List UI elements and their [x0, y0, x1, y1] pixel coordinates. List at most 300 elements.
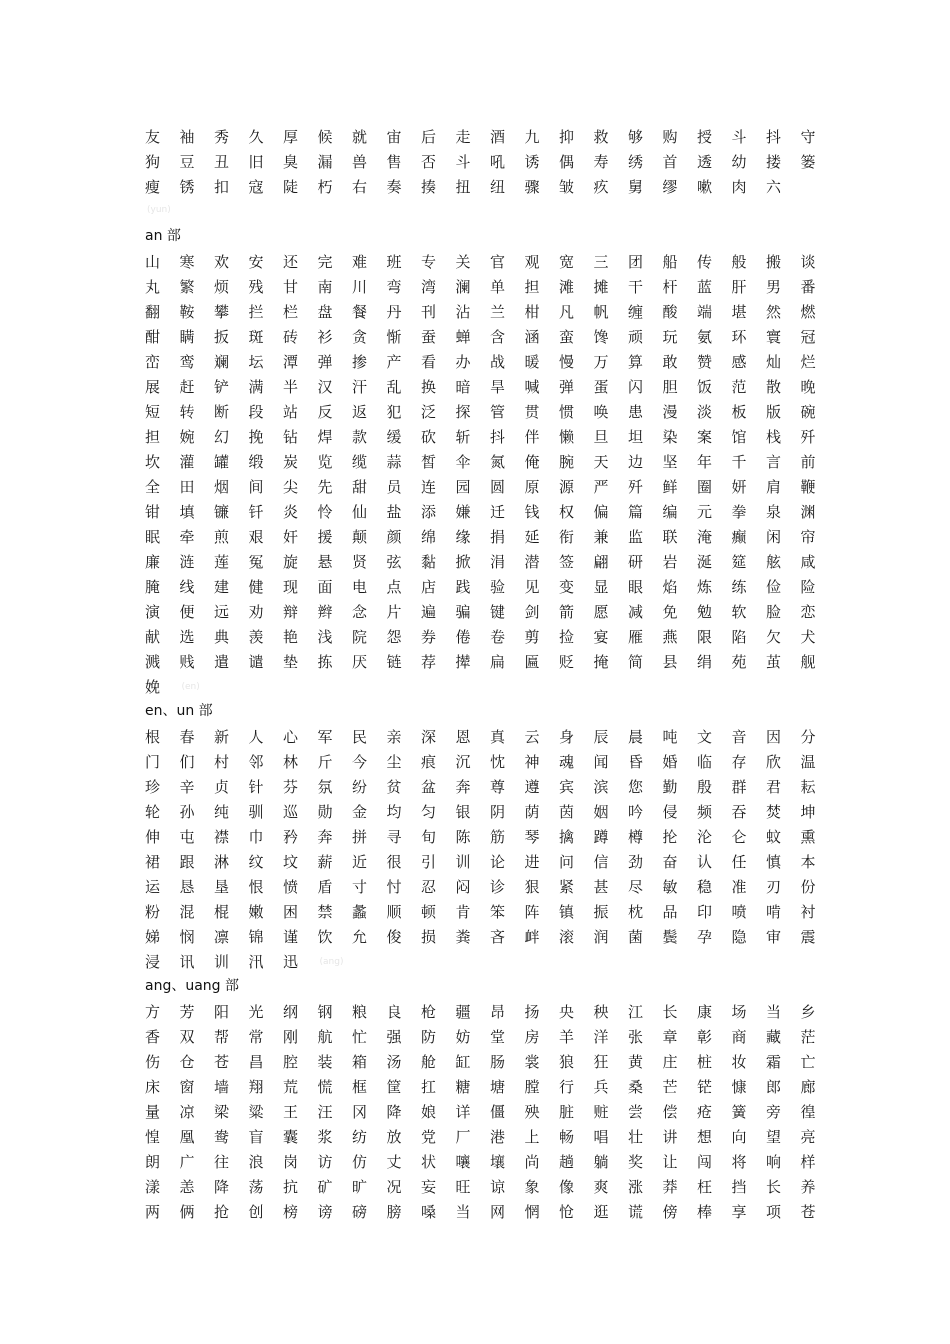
character: 桑 [628, 1078, 644, 1096]
character: 仑 [731, 828, 747, 846]
character: 眼 [628, 578, 644, 596]
character: 茧 [766, 653, 782, 671]
character: 央 [559, 1003, 575, 1021]
character: 验 [490, 578, 506, 596]
character: 后 [421, 128, 437, 146]
character: 衬 [800, 903, 816, 921]
character: 混 [179, 903, 195, 921]
character: 糖 [455, 1078, 471, 1096]
character: 胆 [662, 378, 678, 396]
character: 片 [386, 603, 402, 621]
character: 当 [455, 1203, 471, 1221]
character: 简 [628, 653, 644, 671]
character: 窗 [179, 1078, 195, 1096]
character-row [145, 499, 825, 524]
character: 枪 [421, 1003, 437, 1021]
character: 点 [386, 578, 402, 596]
character: 汉 [317, 378, 333, 396]
character: 拦 [248, 303, 264, 321]
character: 箱 [352, 1053, 368, 1071]
character: 绣 [628, 153, 644, 171]
character: 候 [317, 128, 333, 146]
section-heading: en、un 部 [145, 703, 213, 719]
character: 蛮 [559, 328, 575, 346]
character: 艰 [248, 528, 264, 546]
character: 研 [628, 553, 644, 571]
character: 汪 [317, 1103, 333, 1121]
character: 掺 [352, 353, 368, 371]
character: 站 [283, 403, 299, 421]
character: 冤 [248, 553, 264, 571]
character: 状 [421, 1153, 437, 1171]
character-row [145, 449, 825, 474]
character: 滩 [559, 278, 575, 296]
character: 塘 [490, 1078, 506, 1096]
character: 纲 [283, 1003, 299, 1021]
character: 创 [248, 1203, 264, 1221]
character: 鲜 [662, 478, 678, 496]
character: 骤 [524, 178, 540, 196]
character: 久 [248, 128, 264, 146]
character: 面 [317, 578, 333, 596]
character-row [145, 874, 825, 899]
character-sheet [145, 124, 825, 1224]
character: 认 [697, 853, 713, 871]
character: 簧 [731, 1103, 747, 1121]
character: 感 [731, 353, 747, 371]
character: 黏 [421, 553, 437, 571]
character: 唱 [593, 1128, 609, 1146]
character: 航 [317, 1028, 333, 1046]
character: 前 [800, 453, 816, 471]
character-row [145, 924, 825, 949]
character: 肩 [766, 478, 782, 496]
character: 豆 [179, 153, 195, 171]
character: 唤 [593, 403, 609, 421]
character: 阳 [214, 1003, 230, 1021]
character: 战 [490, 353, 506, 371]
character: 谎 [628, 1203, 644, 1221]
character: 箭 [559, 603, 575, 621]
character: 诱 [524, 153, 540, 171]
character: 强 [386, 1028, 402, 1046]
character: 减 [628, 603, 644, 621]
character: 电 [352, 578, 368, 596]
character: 墙 [214, 1078, 230, 1096]
character: 甘 [283, 278, 299, 296]
character: 很 [386, 853, 402, 871]
character: 瞒 [179, 328, 195, 346]
character: 联 [662, 528, 678, 546]
character: 榜 [283, 1203, 299, 1221]
character: 吝 [490, 928, 506, 946]
character: 丸 [145, 278, 161, 296]
character: 天 [593, 453, 609, 471]
character: 恳 [179, 878, 195, 896]
character: 份 [800, 878, 816, 896]
character: 燃 [800, 303, 816, 321]
character: 衅 [524, 928, 540, 946]
character: 蓝 [697, 278, 713, 296]
character: 薪 [317, 853, 333, 871]
character: 蚕 [421, 328, 437, 346]
character: 将 [731, 1153, 747, 1171]
character: 疚 [593, 178, 609, 196]
character: 粉 [145, 903, 161, 921]
character: 鸯 [214, 1128, 230, 1146]
character: 巾 [248, 828, 264, 846]
character: 淋 [214, 853, 230, 871]
character: 向 [731, 1128, 747, 1146]
character-row [145, 774, 825, 799]
character: 粮 [352, 1003, 368, 1021]
character: 厂 [455, 1128, 471, 1146]
character: 袖 [179, 128, 195, 146]
character: 掩 [593, 653, 609, 671]
character: 银 [455, 803, 471, 821]
character: 见 [524, 578, 540, 596]
character: 勋 [317, 803, 333, 821]
character: 俭 [766, 578, 782, 596]
character: 扭 [455, 178, 471, 196]
character: 讲 [662, 1128, 678, 1146]
character: 斩 [455, 428, 471, 446]
character: 引 [421, 853, 437, 871]
character: 寸 [352, 878, 368, 896]
character: 棍 [214, 903, 230, 921]
character: 畅 [559, 1128, 575, 1146]
character: 严 [593, 478, 609, 496]
character: 氮 [490, 453, 506, 471]
character: 场 [731, 1003, 747, 1021]
character: 潭 [283, 353, 299, 371]
character: 援 [317, 528, 333, 546]
character: 购 [662, 128, 678, 146]
character: 枕 [628, 903, 644, 921]
character: 闪 [628, 378, 644, 396]
section-heading: an 部 [145, 228, 181, 244]
character: 量 [145, 1103, 161, 1121]
character: 项 [766, 1203, 782, 1221]
character: 闻 [593, 753, 609, 771]
character: 均 [386, 803, 402, 821]
character: 欠 [766, 628, 782, 646]
character: 纹 [248, 853, 264, 871]
character-row [145, 1149, 825, 1174]
character: 让 [662, 1153, 678, 1171]
character: 缓 [386, 428, 402, 446]
character: 钢 [317, 1003, 333, 1021]
character: 辰 [593, 728, 609, 746]
character: 刊 [421, 303, 437, 321]
character: 浅 [317, 628, 333, 646]
character-row [145, 1024, 825, 1049]
character: 变 [559, 578, 575, 596]
character: 贯 [524, 403, 540, 421]
character: 弹 [317, 353, 333, 371]
character: 顺 [386, 903, 402, 921]
character: 旺 [455, 1178, 471, 1196]
character: 您 [628, 778, 644, 796]
character: 今 [352, 753, 368, 771]
character: 宽 [559, 253, 575, 271]
character: 练 [731, 578, 747, 596]
character: 康 [697, 1003, 713, 1021]
character: 斗 [455, 153, 471, 171]
character: 碗 [800, 403, 816, 421]
character: 框 [352, 1078, 368, 1096]
character: 勤 [662, 778, 678, 796]
character: 关 [455, 253, 471, 271]
character: 娩 [145, 678, 161, 696]
character: 爽 [593, 1178, 609, 1196]
character: 仓 [179, 1053, 195, 1071]
character: 恙 [179, 1178, 195, 1196]
character: 显 [593, 578, 609, 596]
character: 逛 [593, 1203, 609, 1221]
character: 赃 [593, 1103, 609, 1121]
character: 彰 [697, 1028, 713, 1046]
character: 鬓 [662, 928, 678, 946]
character: 腕 [559, 453, 575, 471]
character: 眠 [145, 528, 161, 546]
character: 敢 [662, 353, 678, 371]
character: 矜 [283, 828, 299, 846]
character: 旬 [421, 828, 437, 846]
character: 段 [248, 403, 264, 421]
character: 陡 [283, 178, 299, 196]
character: 壮 [628, 1128, 644, 1146]
character: 首 [662, 153, 678, 171]
character: 柑 [524, 303, 540, 321]
character: 酣 [145, 328, 161, 346]
character: 版 [766, 403, 782, 421]
character: 商 [731, 1028, 747, 1046]
character: 弹 [559, 378, 575, 396]
character: 旱 [490, 378, 506, 396]
character: 广 [179, 1153, 195, 1171]
character: 湾 [421, 278, 437, 296]
character: 菌 [628, 928, 644, 946]
character: 方 [145, 1003, 161, 1021]
character: 锈 [179, 178, 195, 196]
character: 挡 [731, 1178, 747, 1196]
character: 歼 [628, 478, 644, 496]
character: 懒 [559, 428, 575, 446]
character: 溅 [145, 653, 161, 671]
character: 裙 [145, 853, 161, 871]
character: 健 [248, 578, 264, 596]
character: 民 [352, 728, 368, 746]
character: 困 [283, 903, 299, 921]
section-heading: ang、uang 部 [145, 978, 240, 994]
character: 长 [662, 1003, 678, 1021]
character: 友 [145, 128, 161, 146]
character: 镇 [559, 903, 575, 921]
character: 抡 [662, 828, 678, 846]
character: 贤 [352, 553, 368, 571]
character: 焰 [662, 578, 678, 596]
character: 放 [386, 1128, 402, 1146]
character: 尖 [283, 478, 299, 496]
character: 秀 [214, 128, 230, 146]
character: 近 [352, 853, 368, 871]
character: 尝 [628, 1103, 644, 1121]
character: 宙 [386, 128, 402, 146]
character: 残 [248, 278, 264, 296]
character: 仙 [352, 503, 368, 521]
character: 癫 [731, 528, 747, 546]
character-row [145, 249, 825, 274]
character: 万 [593, 353, 609, 371]
character: 敏 [662, 878, 678, 896]
character: 垫 [283, 653, 299, 671]
character: 骗 [455, 603, 471, 621]
character: 床 [145, 1078, 161, 1096]
character: 岗 [283, 1153, 299, 1171]
character: 涟 [179, 553, 195, 571]
character: 身 [559, 728, 575, 746]
character: 端 [697, 303, 713, 321]
character: 搬 [766, 253, 782, 271]
character: 良 [386, 1003, 402, 1021]
character: 坟 [283, 853, 299, 871]
character: 单 [490, 278, 506, 296]
character: 谨 [283, 928, 299, 946]
character: 烦 [214, 278, 230, 296]
character: 驯 [248, 803, 264, 821]
character: 酸 [662, 303, 678, 321]
character: 僵 [490, 1103, 506, 1121]
character: 针 [248, 778, 264, 796]
character: 桩 [697, 1053, 713, 1071]
character: 匀 [421, 803, 437, 821]
character: 六 [766, 178, 782, 196]
character: 盆 [421, 778, 437, 796]
character: 嫩 [248, 903, 264, 921]
character: 梁 [214, 1103, 230, 1121]
character: 漾 [145, 1178, 161, 1196]
character: 慢 [559, 353, 575, 371]
character: 绵 [421, 528, 437, 546]
character: 歼 [800, 428, 816, 446]
character: 群 [731, 778, 747, 796]
character: 文 [697, 728, 713, 746]
character: 偏 [593, 503, 609, 521]
character: 观 [524, 253, 540, 271]
character: 免 [662, 603, 678, 621]
character: 漫 [662, 403, 678, 421]
character: 养 [800, 1178, 816, 1196]
character: 短 [145, 403, 161, 421]
character: 链 [386, 653, 402, 671]
character: 宴 [593, 628, 609, 646]
character-row [145, 1199, 825, 1224]
character: 淡 [697, 403, 713, 421]
character: 监 [628, 528, 644, 546]
character: 遣 [214, 653, 230, 671]
character: 涨 [628, 1178, 644, 1196]
character: 朗 [145, 1153, 161, 1171]
character: 寿 [593, 153, 609, 171]
character: 忱 [490, 753, 506, 771]
character: 肠 [490, 1053, 506, 1071]
character: 揍 [421, 178, 437, 196]
character: 干 [628, 278, 644, 296]
character: 难 [352, 253, 368, 271]
character: 分 [800, 728, 816, 746]
character: 惶 [145, 1128, 161, 1146]
character: 郎 [766, 1078, 782, 1096]
character: 臭 [283, 153, 299, 171]
character: 狠 [524, 878, 540, 896]
character: 险 [800, 578, 816, 596]
character: 人 [248, 728, 264, 746]
character: 巡 [283, 803, 299, 821]
character: 闲 [766, 528, 782, 546]
character: 圆 [490, 478, 506, 496]
character: 茫 [800, 1028, 816, 1046]
character: 喷 [731, 903, 747, 921]
character: 忖 [386, 878, 402, 896]
character: 丹 [386, 303, 402, 321]
character: 圈 [697, 478, 713, 496]
character: 员 [386, 478, 402, 496]
character: 肯 [455, 903, 471, 921]
character: 焊 [317, 428, 333, 446]
character: 当 [766, 1003, 782, 1021]
character-row [145, 474, 825, 499]
character: 酒 [490, 128, 506, 146]
character: 蒜 [386, 453, 402, 471]
character: 杆 [662, 278, 678, 296]
character: 君 [766, 778, 782, 796]
character: 徨 [800, 1103, 816, 1121]
character: 昂 [490, 1003, 506, 1021]
character: 慌 [317, 1078, 333, 1096]
character: 授 [697, 128, 713, 146]
character: 板 [731, 403, 747, 421]
character: 丈 [386, 1153, 402, 1171]
character: 奔 [317, 828, 333, 846]
character: 刃 [766, 878, 782, 896]
character: 管 [490, 403, 506, 421]
character: 烟 [214, 478, 230, 496]
character: 像 [559, 1178, 575, 1196]
character: 断 [214, 403, 230, 421]
character: 章 [662, 1028, 678, 1046]
character: 舷 [766, 553, 782, 571]
character: 往 [214, 1153, 230, 1171]
character: 仿 [352, 1153, 368, 1171]
character: 间 [248, 478, 264, 496]
character: 贪 [352, 328, 368, 346]
character: 氨 [697, 328, 713, 346]
character: 凰 [179, 1128, 195, 1146]
character: 腌 [145, 578, 161, 596]
character: 躺 [593, 1153, 609, 1171]
character: 遵 [524, 778, 540, 796]
character: 现 [283, 578, 299, 596]
character: 峦 [145, 353, 161, 371]
character: 党 [421, 1128, 437, 1146]
character: 欣 [766, 753, 782, 771]
character: 谅 [490, 1178, 506, 1196]
character: 粪 [455, 928, 471, 946]
character: 庄 [662, 1053, 678, 1071]
character: 签 [559, 553, 575, 571]
character: 乡 [800, 1003, 816, 1021]
